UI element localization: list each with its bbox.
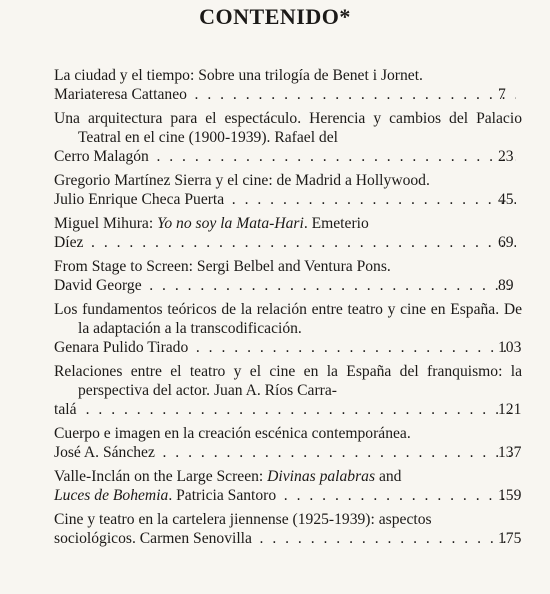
entry-text: Los fundamentos teóricos de la relación entre teatro y cine en España. De la adaptación a la transcodificación.: [54, 301, 522, 337]
dot-leader: [155, 147, 516, 166]
entry-last-line: Díez . . . 69: [78, 233, 522, 252]
entry-last-line: David George . . . 89: [78, 276, 522, 295]
entry-text-c: . Emeterio: [303, 215, 369, 232]
entry-author: David George: [54, 277, 142, 294]
dot-leader: [194, 338, 516, 357]
table-of-contents: [54, 66, 522, 553]
toc-entry: [54, 510, 522, 548]
entry-author: Díez: [54, 234, 84, 251]
entry-text-a: Valle-Inclán on the Large Screen:: [54, 468, 268, 485]
toc-entry: [54, 300, 522, 357]
toc-entry: [54, 467, 522, 505]
dot-leader: [193, 85, 516, 104]
entry-author: José A. Sánchez: [54, 444, 155, 461]
toc-entry: [54, 171, 522, 209]
entry-text-a: Miguel Mihura:: [54, 215, 158, 232]
entry-author: Mariateresa Cattaneo: [54, 86, 187, 103]
entry-author: [54, 486, 277, 505]
entry-title-italic: Divinas palabras: [267, 468, 376, 485]
toc-entry: [54, 214, 522, 252]
entry-text: Una arquitectura para el espectáculo. Herencia y cambios del Palacio Teatral en el cine (1900-1939). Rafael del: [54, 110, 522, 146]
entry-text: Cine y teatro en la cartelera jiennense (1925-1939): aspectos: [54, 511, 432, 528]
toc-entry: [54, 362, 522, 419]
dot-leader: [258, 529, 516, 548]
entry-title-italic: Yo no soy la Mata-Hari: [157, 215, 304, 232]
entry-last-line: Cerro Malagón . . . 23: [78, 147, 522, 166]
entry-text: Gregorio Martínez Sierra y el cine: de Madrid a Hollywood.: [54, 172, 430, 189]
dot-leader: [282, 486, 516, 505]
entry-text: From Stage to Screen: Sergi Belbel and Ventura Pons.: [54, 258, 391, 275]
toc-entry: [54, 424, 522, 462]
entry-author: Julio Enrique Checa Puerta: [54, 191, 225, 208]
entry-last-line: sociológicos. Carmen Senovilla . . . 175: [78, 529, 522, 548]
entry-author-name: . Patricia Santoro: [168, 487, 277, 504]
dot-leader: [89, 233, 516, 252]
entry-text: Cuerpo e imagen en la creación escénica contemporánea.: [54, 425, 411, 442]
entry-last-line: talá . . . 121: [78, 400, 522, 419]
toc-entry: [54, 257, 522, 295]
dot-leader: [161, 443, 516, 462]
dot-leader: [148, 276, 516, 295]
entry-text: Relaciones entre el teatro y el cine en la España del franquismo: la perspectiva del actor. Juan A. Ríos Carra-: [54, 363, 522, 399]
entry-last-line: José A. Sánchez . . . 137: [78, 443, 522, 462]
entry-last-line: Mariateresa Cattaneo . . . 7: [78, 85, 522, 104]
toc-entry: [54, 109, 522, 166]
toc-entry: [54, 66, 522, 104]
entry-text: La ciudad y el tiempo: Sobre una trilogía de Benet i Jornet.: [54, 67, 423, 84]
page-title: CONTENIDO*: [199, 4, 351, 29]
entry-author: Genara Pulido Tirado: [54, 339, 189, 356]
dot-leader: [230, 190, 516, 209]
entry-last-line: Luces de Bohemia. Patricia Santoro . . . 159: [78, 486, 522, 505]
entry-author: Cerro Malagón: [54, 148, 149, 165]
entry-author: sociológicos. Carmen Senovilla: [54, 530, 252, 547]
entry-last-line: Genara Pulido Tirado . . . 103: [78, 338, 522, 357]
entry-title-italic: Luces de Bohemia: [54, 487, 169, 504]
entry-last-line: Julio Enrique Checa Puerta . . . 45: [78, 190, 522, 209]
entry-text-c: and: [375, 468, 402, 485]
dot-leader: [84, 400, 516, 419]
